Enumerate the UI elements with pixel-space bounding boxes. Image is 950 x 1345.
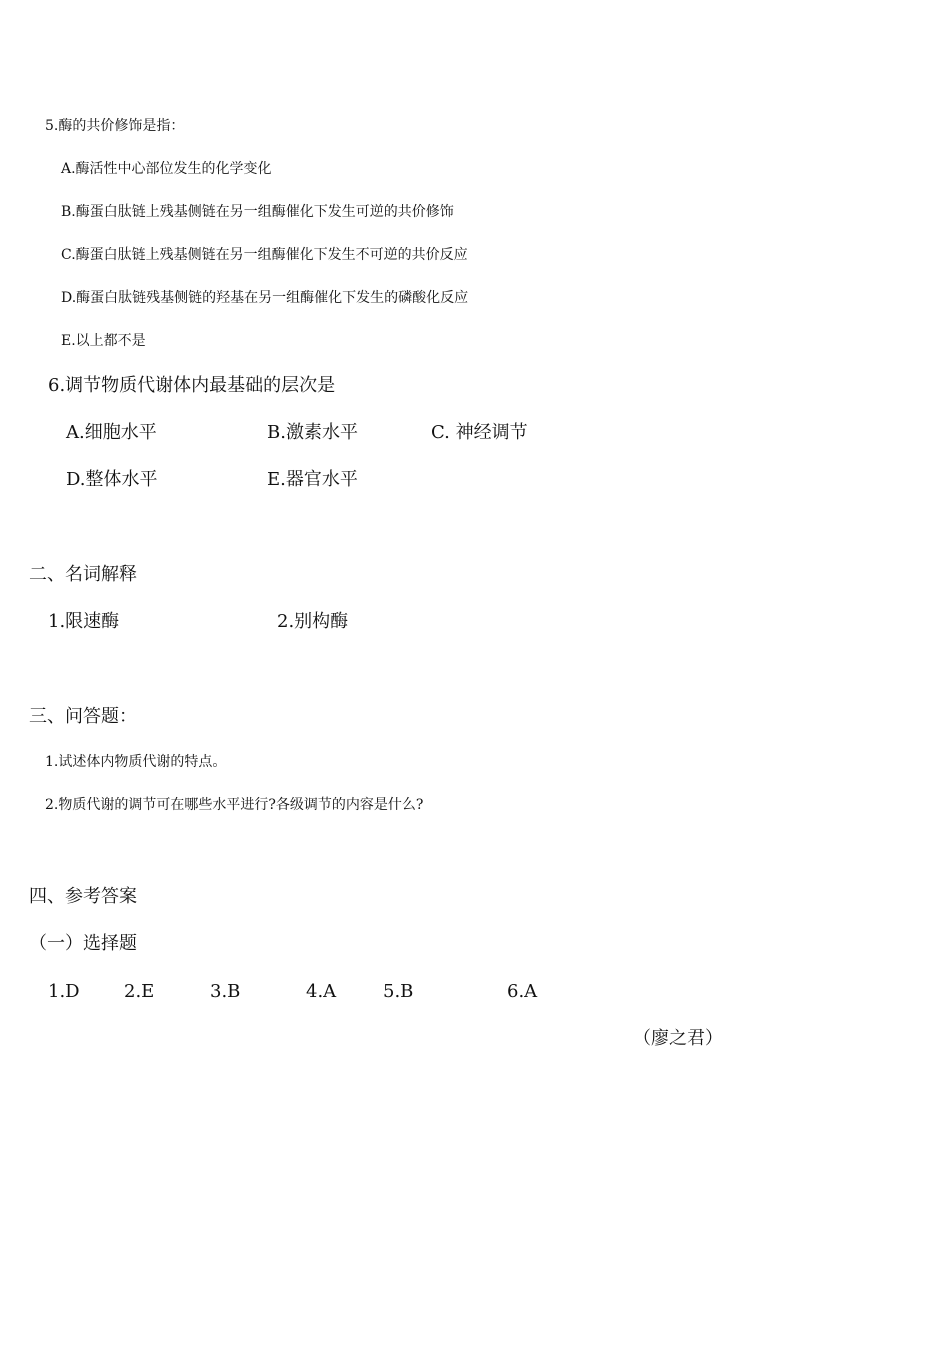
q5-option-c: C.酶蛋白肽链上残基侧链在另一组酶催化下发生不可逆的共价反应 — [61, 247, 468, 263]
question-1: 1.试述体内物质代谢的特点。 — [45, 754, 227, 770]
q6-option-b: B.激素水平 — [267, 422, 358, 443]
term-1: 1.限速酶 — [48, 611, 120, 632]
section4-heading: 四、参考答案 — [29, 886, 137, 907]
question-2: 2.物质代谢的调节可在哪些水平进行?各级调节的内容是什么? — [45, 797, 424, 813]
answer-6: 6.A — [507, 981, 538, 1002]
answer-3: 3.B — [210, 981, 241, 1002]
answer-1: 1.D — [48, 981, 80, 1002]
answer-5: 5.B — [383, 981, 414, 1002]
answer-2: 2.E — [124, 981, 155, 1002]
q5-option-e: E.以上都不是 — [61, 333, 146, 349]
q6-option-e: E.器官水平 — [267, 469, 358, 490]
term-2: 2.别构酶 — [277, 611, 349, 632]
q6-stem: 6.调节物质代谢体内最基础的层次是 — [48, 375, 336, 396]
answer-4: 4.A — [306, 981, 337, 1002]
q5-option-a: A.酶活性中心部位发生的化学变化 — [61, 161, 272, 177]
section4-subheading: （一）选择题 — [29, 933, 137, 954]
section2-heading: 二、名词解释 — [29, 564, 137, 585]
q6-option-a: A.细胞水平 — [66, 422, 157, 443]
q6-option-d: D.整体水平 — [66, 469, 158, 490]
section3-heading: 三、问答题： — [29, 706, 137, 727]
q5-stem: 5.酶的共价修饰是指： — [45, 118, 185, 134]
q5-option-b: B.酶蛋白肽链上残基侧链在另一组酶催化下发生可逆的共价修饰 — [61, 204, 454, 220]
q5-option-d: D.酶蛋白肽链残基侧链的羟基在另一组酶催化下发生的磷酸化反应 — [61, 290, 469, 306]
author-credit: （廖之君） — [633, 1028, 723, 1049]
q6-option-c: C. 神经调节 — [431, 422, 528, 443]
